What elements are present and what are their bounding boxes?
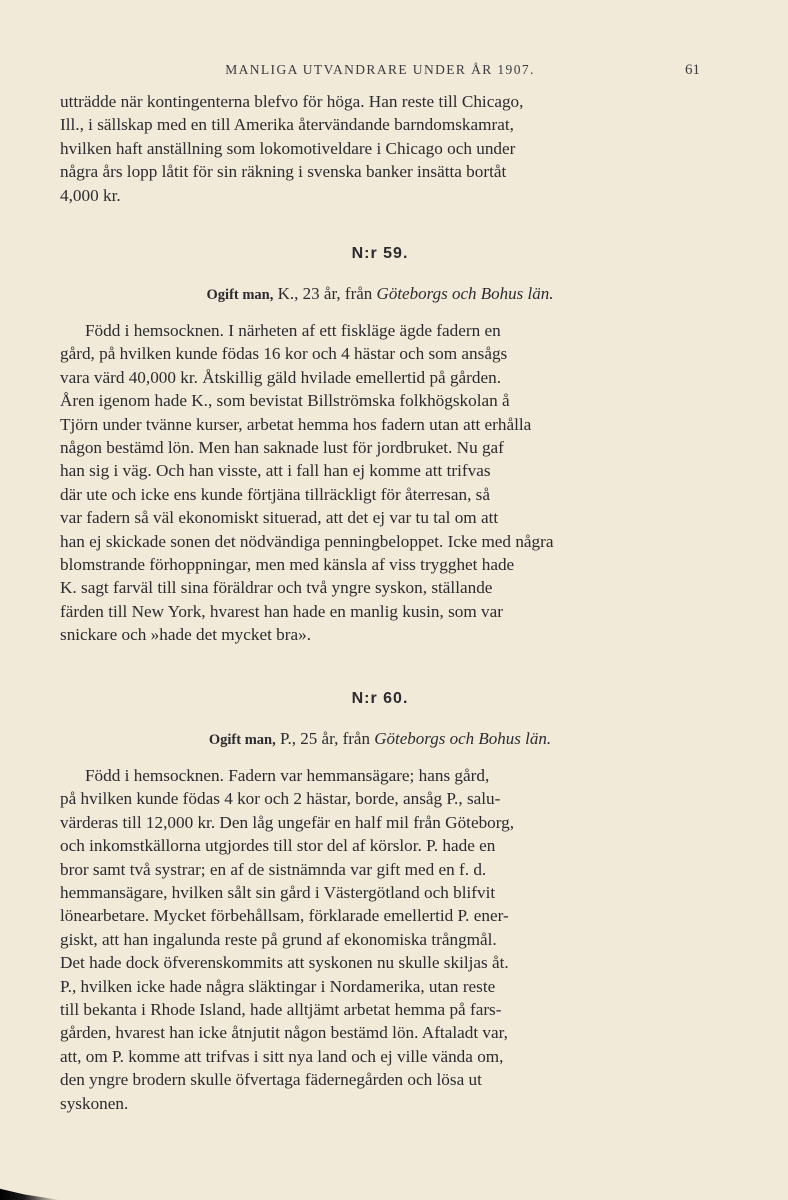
text-line: K. sagt farväl till sina föräldrar och två yngre syskon, ställande [60,578,493,598]
marital-status: Ogift man, [206,287,274,303]
text-line: gården, hvarest han icke åtnjutit någon bestämd lön. Aftaladt var, [60,1023,508,1043]
section-heading: N:r 59. [351,245,409,262]
text-line: på hvilken kunde födas 4 kor och 2 hästar, borde, ansåg P., salu- [60,789,501,809]
text-line: Ill., i sällskap med en till Amerika återvändande barndomskamrat, [60,115,514,135]
text-line: 4,000 kr. [60,185,121,205]
page-number: 61 [685,62,700,78]
text-line: där ute och icke ens kunde förtjäna tillräckligt för återresan, så [60,484,490,504]
origin-county: Göteborgs och Bohus län. [376,284,554,303]
text-line: var fadern så väl ekonomiskt situerad, att det ej var tu tal om att [60,508,499,528]
text-line: och inkomstkällorna utgjordes till stor del af körslor. P. hade en [60,836,496,856]
text-line: Född i hemsocknen. I närheten af ett fiskläge ägde fadern en [85,321,501,340]
running-header [60,62,700,84]
text-line: lönearbetare. Mycket förbehållsam, förklarade emellertid P. ener- [60,906,509,926]
person-info: P., 25 år, från [279,729,370,748]
header-title: MANLIGA UTVANDRARE UNDER ÅR 1907. [225,62,535,77]
text-line: någon bestämd lön. Men han saknade lust för jordbruket. Nu gaf [60,438,504,458]
section-body [60,319,700,647]
marital-status: Ogift man, [208,732,276,748]
person-info: K., 23 år, från [277,284,373,303]
text-line: att, om P. komme att trifvas i sitt nya land och ej ville vända om, [60,1046,504,1066]
text-line: hemmansägare, hvilken sålt sin gård i Västergötland och blifvit [60,883,496,903]
section-heading: N:r 60. [351,690,409,707]
text-line: färden till New York, hvarest han hade en manlig kusin, som var [60,601,503,621]
intro-paragraph [60,90,700,207]
text-line: Åren igenom hade K., som bevistat Billströmska folkhögskolan å [60,391,510,411]
text-line: hvilken haft anställning som lokomotiveldare i Chicago och under [60,138,516,158]
text-line: Det hade dock öfverenskommits att syskonen nu skulle skiljas åt. [60,953,509,973]
text-line: giskt, att han ingalunda reste på grund af ekonomiska trångmål. [60,929,497,949]
text-line: Född i hemsocknen. Fadern var hemmansägare; hans gård, [85,766,490,785]
text-line: vara värd 40,000 kr. Åtskillig gäld hvilade emellertid på gården. [60,367,502,387]
text-line: några års lopp låtit för sin räkning i svenska banker insätta bortåt [60,162,507,182]
text-line: utträdde när kontingenterna blefvo för höga. Han reste till Chicago, [60,92,524,111]
text-line: bror samt två systrar; en af de sistnämnda var gift med en f. d. [60,859,487,879]
text-line: gård, på hvilken kunde födas 16 kor och 4 hästar och som ansågs [60,344,508,364]
section-body [60,764,700,1115]
text-line: blomstrande förhoppningar, men med känsla af viss trygghet hade [60,555,515,575]
origin-county: Göteborgs och Bohus län. [374,729,552,748]
text-line: värderas till 12,000 kr. Den låg ungefär en half mil från Göteborg, [60,812,515,832]
text-line: Tjörn under tvänne kurser, arbetat hemma hos fadern utan att erhålla [60,414,532,434]
text-line: han ej skickade sonen det nödvändiga penningbeloppet. Icke med några [60,531,554,551]
text-line: snickare och »hade det mycket bra». [60,625,312,645]
text-line: till bekanta i Rhode Island, hade alltjämt arbetat hemma på fars- [60,1000,502,1020]
section-subtitle [60,284,700,304]
text-line: syskonen. [60,1093,129,1113]
scan-edge-mark [0,1186,60,1200]
text-line: P., hvilken icke hade några släktingar i Nordamerika, utan reste [60,976,496,996]
text-line: han sig i väg. Och han visste, att i fall han ej komme att trifvas [60,461,491,481]
section-subtitle [60,729,700,749]
text-line: den yngre brodern skulle öfvertaga fädernegården och lösa ut [60,1070,482,1090]
